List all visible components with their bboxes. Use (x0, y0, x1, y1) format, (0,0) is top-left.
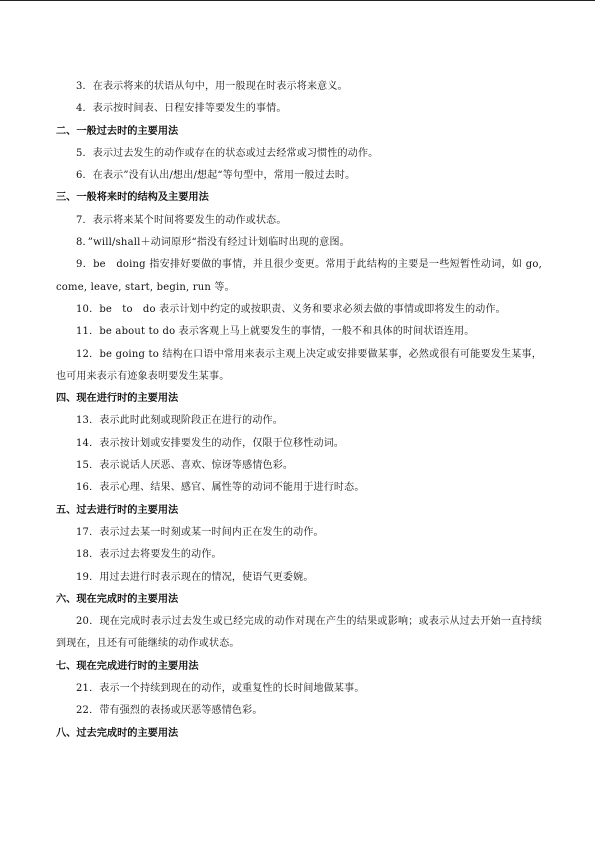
usage-item-15: 15．表示说话人厌恶、喜欢、惊讶等感情色彩。 (76, 460, 294, 472)
usage-item-8: 8．”will/shall＋动词原形“指没有经过计划临时出现的意图。 (76, 237, 350, 249)
document-body (56, 76, 542, 745)
usage-item-13: 13．表示此时此刻或现阶段正在进行的动作。 (76, 415, 283, 427)
section-heading-simple-past: 二、一般过去时的主要用法 (56, 125, 179, 137)
section-heading-present-perfect: 六、现在完成时的主要用法 (56, 593, 179, 605)
usage-item-5: 5．表示过去发生的动作或存在的状态或过去经常或习惯性的动作。 (76, 147, 379, 159)
usage-item-19: 19．用过去进行时表示现在的情况，使语气更委婉。 (76, 571, 314, 583)
section-heading-present-perfect-continuous: 七、现在完成进行时的主要用法 (56, 660, 199, 672)
section-heading-simple-future: 三、一般将来时的结构及主要用法 (56, 192, 209, 204)
usage-item-6: 6．在表示”没有认出/想出/想起“等句型中，常用一般过去时。 (76, 170, 356, 182)
usage-item-9: 9．be doing 指安排好要做的事情，并且很少变更。常用于此结构的主要是一些短暂性动词，如 go, come, leave, start, begin, run 等。 (56, 259, 542, 293)
usage-item-4: 4．表示按时间表、日程安排等要发生的事情。 (76, 103, 287, 115)
usage-item-16: 16．表示心理、结果、感官、属性等的动词不能用于进行时态。 (76, 482, 365, 494)
section-heading-past-continuous: 五、过去进行时的主要用法 (56, 504, 179, 516)
usage-item-18: 18．表示过去将要发生的动作。 (76, 549, 222, 561)
top-rule (0, 0, 595, 1)
usage-item-11: 11．be about to do 表示客观上马上就要发生的事情，一般不和具体的时间状语连用。 (76, 326, 475, 338)
usage-item-21: 21．表示一个持续到现在的动作，或重复性的长时间地做某事。 (76, 683, 365, 695)
usage-item-14: 14．表示按计划或安排要发生的动作，仅限于位移性动词。 (76, 437, 345, 449)
usage-item-17: 17．表示过去某一时刻或某一时间内正在发生的动作。 (76, 526, 324, 538)
usage-item-3: 3．在表示将来的状语从句中，用一般现在时表示将来意义。 (76, 81, 348, 92)
usage-item-10: 10．be to do 表示计划中约定的或按职责、义务和要求必须去做的事情或即将发生的动作。 (76, 303, 506, 315)
usage-item-20: 20．现在完成时表示过去发生或已经完成的动作对现在产生的结果或影响；或表示从过去开始一直持续到现在，且还有可能继续的动作或状态。 (56, 616, 542, 650)
section-heading-present-continuous: 四、现在进行时的主要用法 (56, 393, 179, 405)
usage-item-7: 7．表示将来某个时间将要发生的动作或状态。 (76, 214, 287, 226)
section-heading-past-perfect: 八、过去完成时的主要用法 (56, 727, 179, 739)
usage-item-22: 22．带有强烈的表扬或厌恶等感情色彩。 (76, 705, 263, 717)
usage-item-12: 12．be going to 结构在口语中常用来表示主观上决定或安排要做某事，必然或很有可能要发生某事，也可用来表示有迹象表明要发生某事。 (56, 348, 542, 382)
